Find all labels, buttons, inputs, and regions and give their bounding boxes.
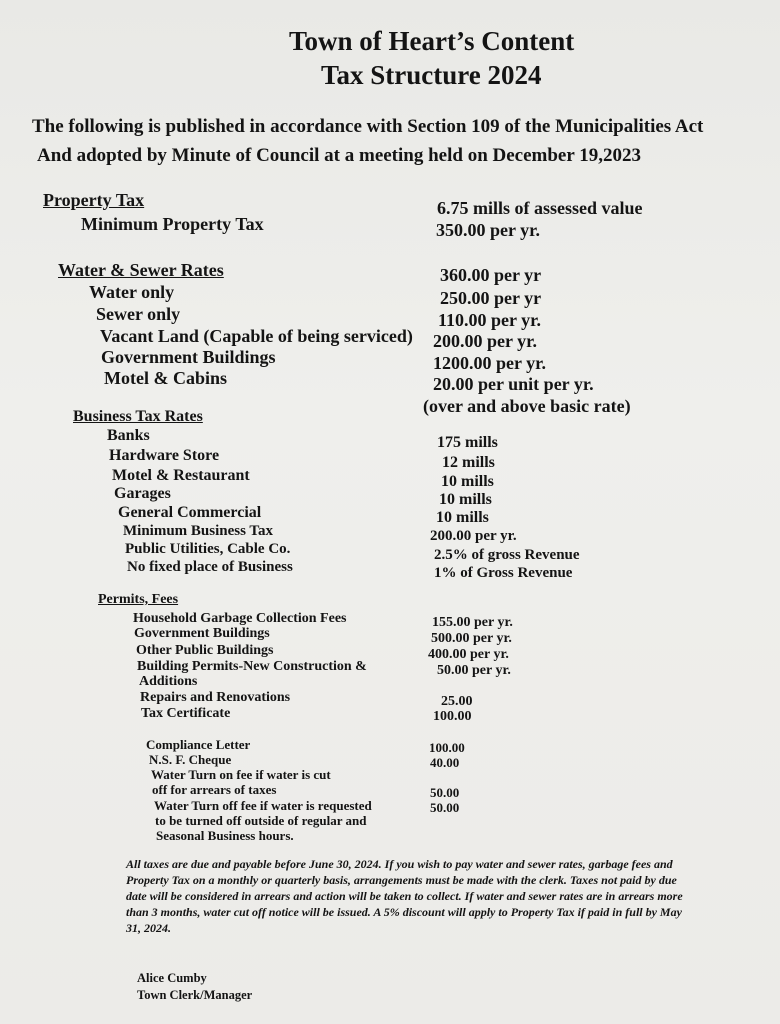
permits-row-value: 50.00 per yr.: [437, 663, 511, 678]
fee-row-value: 100.00: [429, 740, 465, 755]
fee-row-label: Seasonal Business hours.: [156, 828, 294, 843]
business-tax-row-label: Public Utilities, Cable Co.: [125, 541, 291, 557]
fee-row-label: N.S. F. Cheque: [149, 752, 232, 767]
permits-row-label: Other Public Buildings: [136, 643, 274, 658]
business-tax-row-value: 200.00 per yr.: [430, 528, 517, 544]
fee-row-label: Water Turn off fee if water is requested: [154, 798, 372, 813]
water-sewer-row-value: 110.00 per yr.: [438, 310, 542, 330]
fee-row-value: 50.00: [430, 785, 460, 800]
permits-row-value: 500.00 per yr.: [431, 631, 512, 646]
permits-row-value: 155.00 per yr.: [432, 615, 513, 630]
permits-row-label: Additions: [139, 674, 198, 689]
fee-row-label: Compliance Letter: [146, 737, 251, 752]
business-tax-row-label: Motel & Restaurant: [112, 467, 250, 484]
water-sewer-heading: Water & Sewer Rates: [58, 260, 224, 280]
permits-row-label: Tax Certificate: [141, 706, 231, 721]
signatory-title: Town Clerk/Manager: [137, 988, 253, 1002]
business-tax-row-label: No fixed place of Business: [127, 559, 293, 575]
business-tax-row-label: Banks: [107, 427, 150, 444]
document-title-line2: Tax Structure 2024: [321, 60, 542, 90]
document-title-line1: Town of Heart’s Content: [289, 26, 575, 56]
water-sewer-rate: 360.00 per yr: [440, 265, 542, 285]
payment-terms-note: All taxes are due and payable before June 30, 2024. If you wish to pay water and sewer rates, garbage fees and Property Tax on a monthly or quarterly basis, arrangements must be made with the clerk. Taxes not paid by due date will be considered in arrears and action will be taken to collect. If water and sewer rates are in arrears more than 3 months, water cut off notice will be issued. A 5% discount will apply to Property Tax if paid in full by May 31, 2024.: [126, 857, 683, 935]
property-tax-heading: Property Tax: [43, 190, 145, 210]
water-sewer-row-label: Vacant Land (Capable of being serviced): [100, 326, 413, 346]
water-sewer-row-label: Sewer only: [96, 304, 181, 324]
fee-row-label: to be turned off outside of regular and: [155, 813, 367, 828]
property-tax-rate: 6.75 mills of assessed value: [437, 198, 643, 218]
business-tax-row-value: 10 mills: [436, 509, 489, 526]
water-sewer-row-label: Motel & Cabins: [104, 368, 227, 388]
intro-line1: The following is published in accordance with Section 109 of the Municipalities Act: [32, 116, 704, 137]
business-tax-row-label: General Commercial: [118, 504, 262, 521]
water-sewer-row-value: 250.00 per yr: [440, 288, 542, 308]
permits-heading: Permits, Fees: [98, 592, 179, 607]
permits-row-value: 400.00 per yr.: [428, 647, 509, 662]
minimum-property-tax-label: Minimum Property Tax: [81, 214, 264, 234]
minimum-property-tax-value: 350.00 per yr.: [436, 220, 541, 240]
water-sewer-row-value: 200.00 per yr.: [433, 331, 538, 351]
fee-row-label: off for arrears of taxes: [152, 782, 277, 797]
water-sewer-row-label: Government Buildings: [101, 347, 276, 367]
business-tax-row-label: Minimum Business Tax: [123, 523, 274, 539]
business-tax-row-value: 2.5% of gross Revenue: [434, 547, 580, 563]
business-tax-row-value: 10 mills: [441, 473, 494, 490]
business-tax-row-value: 10 mills: [439, 491, 492, 508]
permits-row-label: Government Buildings: [134, 626, 270, 641]
permits-row-label: Repairs and Renovations: [140, 690, 291, 705]
business-tax-row-label: Hardware Store: [109, 447, 220, 464]
business-tax-row-value: 1% of Gross Revenue: [434, 565, 573, 581]
permits-row-label: Household Garbage Collection Fees: [133, 611, 347, 626]
business-tax-row-value: 12 mills: [442, 454, 495, 471]
permits-row-label: Building Permits-New Construction &: [137, 659, 367, 674]
intro-line2: And adopted by Minute of Council at a meeting held on December 19,2023: [37, 145, 641, 166]
permits-row-value: 25.00: [441, 694, 473, 709]
business-tax-heading: Business Tax Rates: [73, 408, 203, 425]
water-sewer-row-label: Water only: [89, 282, 175, 302]
water-sewer-note: (over and above basic rate): [423, 396, 631, 416]
permits-row-value: 100.00: [433, 709, 472, 724]
signatory-name: Alice Cumby: [137, 971, 207, 985]
business-tax-row-value: 175 mills: [437, 434, 498, 451]
fee-row-value: 50.00: [430, 800, 460, 815]
business-tax-row-label: Garages: [114, 485, 171, 502]
fee-row-label: Water Turn on fee if water is cut: [151, 767, 331, 782]
fee-row-value: 40.00: [430, 755, 460, 770]
water-sewer-row-value: 1200.00 per yr.: [433, 353, 547, 373]
water-sewer-row-value: 20.00 per unit per yr.: [433, 374, 594, 394]
